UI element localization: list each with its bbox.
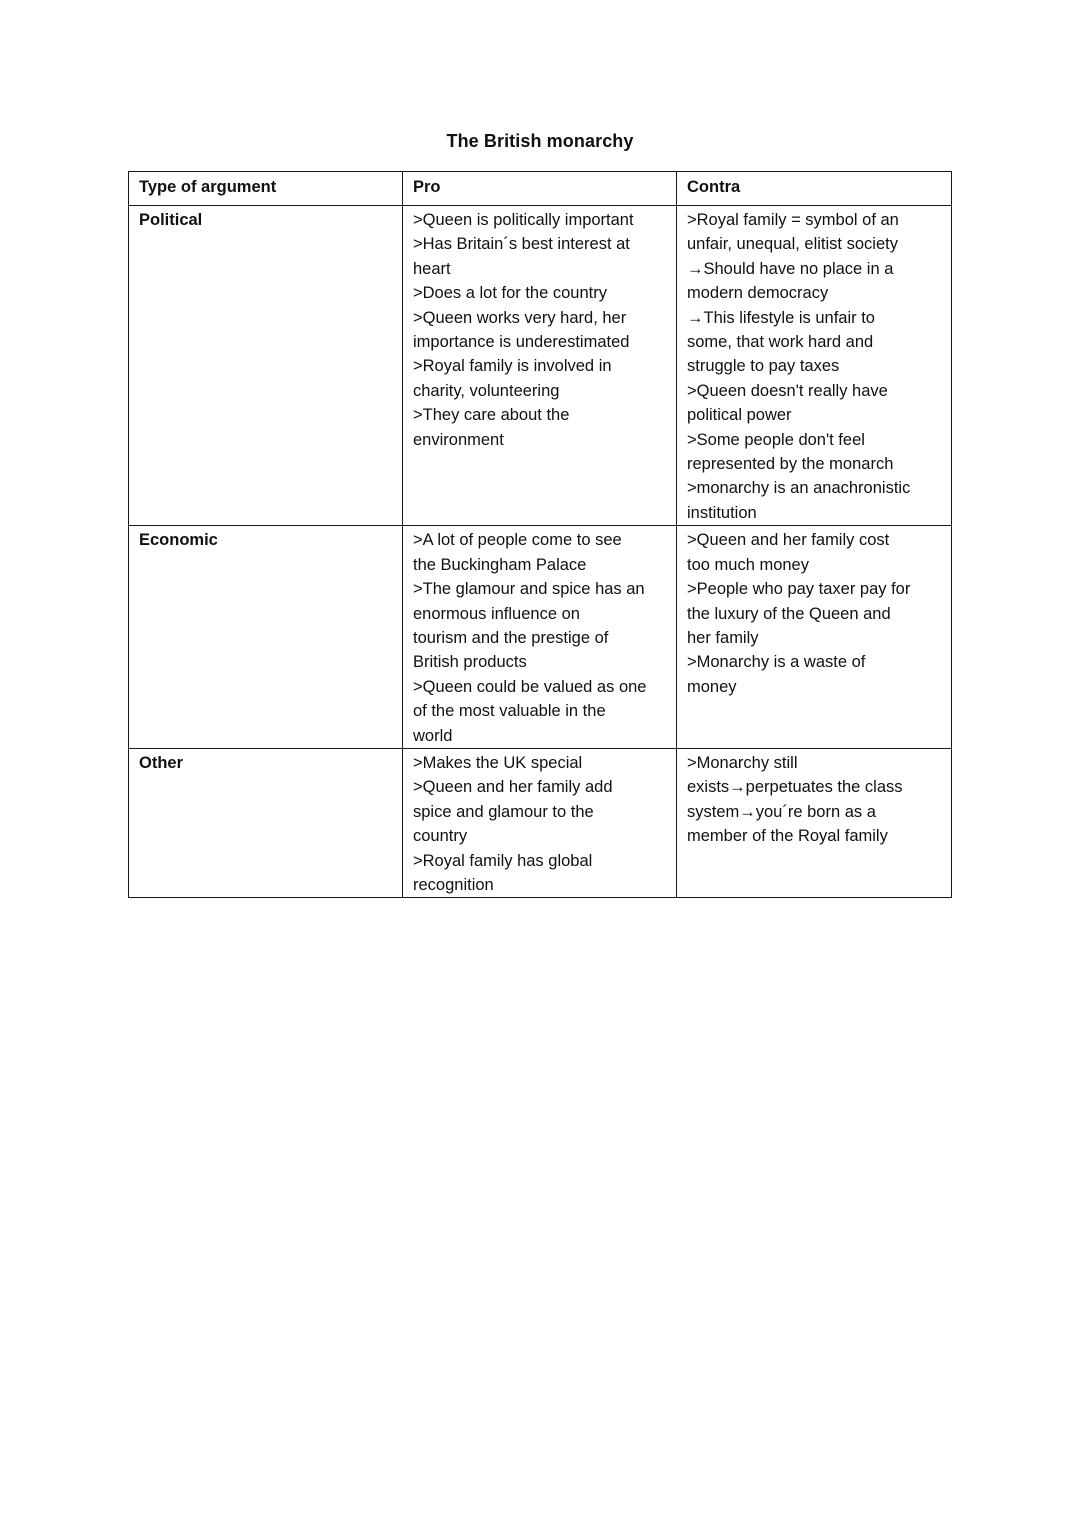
political-contra-line: struggle to pay taxes [687,357,840,376]
other-pro-cell [403,748,677,897]
economic-pro-line: >Queen could be valued as one [413,677,647,696]
economic-pro-cell [403,526,677,749]
other-pro-line: >Royal family has global [413,851,593,870]
political-contra-line: some, that work hard and [687,333,874,352]
other-contra-line: >Monarchy still [687,753,798,772]
political-pro-line: heart [413,259,451,278]
political-pro-line: >Does a lot for the country [413,284,607,303]
table-header-row [129,172,952,206]
economic-pro-line: >The glamour and spice has an [413,580,645,599]
political-pro-line: >Queen is politically important [413,211,634,229]
political-contra-line: >Queen doesn't really have [687,381,888,400]
economic-pro-line: enormous influence on [413,604,580,623]
political-contra-line: unfair, unequal, elitist society [687,235,898,254]
arguments-table [128,171,952,898]
other-contra-line: member of the Royal family [687,827,888,846]
political-contra-cell [677,206,952,526]
table-row-political [129,206,952,526]
economic-pro-line: of the most valuable in the [413,702,606,721]
header-type-of-argument: Type of argument [129,172,403,206]
political-contra-line: represented by the monarch [687,455,894,474]
political-pro-cell [403,206,677,526]
other-pro-line: >Makes the UK special [413,753,583,772]
economic-contra-cell [677,526,952,749]
economic-contra-line: the luxury of the Queen and [687,604,891,623]
other-pro-line: country [413,827,468,846]
other-pro-line: recognition [413,875,494,894]
political-contra-line: →This lifestyle is unfair to [687,308,875,327]
economic-pro-line: >A lot of people come to see [413,531,622,550]
economic-contra-line: her family [687,628,759,647]
political-pro-line: >Royal family is involved in [413,357,612,376]
economic-pro-line: British products [413,653,527,672]
row-type-political: Political [129,206,403,526]
political-contra-line: >Some people don't feel [687,430,865,449]
other-contra-line: system→you´re born as a [687,802,876,821]
political-contra-line: >monarchy is an anachronistic [687,479,911,498]
political-contra-line: →Should have no place in a [687,259,894,278]
header-pro: Pro [403,172,677,206]
row-type-economic: Economic [129,526,403,749]
political-contra-line: political power [687,406,792,425]
political-contra-line: institution [687,503,757,522]
political-contra-line: modern democracy [687,284,829,303]
political-pro-line: importance is underestimated [413,333,630,352]
other-pro-line: spice and glamour to the [413,802,594,821]
page-title: The British monarchy [446,131,634,151]
economic-contra-line: >People who pay taxer pay for [687,580,911,599]
header-contra: Contra [677,172,952,206]
political-pro-line: charity, volunteering [413,381,560,400]
economic-contra-line: too much money [687,555,809,574]
table-row-economic [129,526,952,749]
other-contra-line: exists→perpetuates the class [687,778,903,797]
other-pro-line: >Queen and her family add [413,778,613,797]
political-pro-line: >Queen works very hard, her [413,308,627,327]
political-contra-line: >Royal family = symbol of an [687,211,899,229]
other-contra-cell [677,748,952,897]
table-row-other [129,748,952,897]
economic-contra-line: money [687,677,737,696]
economic-contra-line: >Monarchy is a waste of [687,653,866,672]
political-pro-line: >They care about the [413,406,570,425]
row-type-other: Other [129,748,403,897]
economic-pro-line: world [413,726,453,745]
economic-contra-line: >Queen and her family cost [687,531,890,550]
political-pro-line: >Has Britain´s best interest at [413,235,630,254]
economic-pro-line: tourism and the prestige of [413,628,609,647]
political-pro-line: environment [413,430,504,449]
economic-pro-line: the Buckingham Palace [413,555,587,574]
